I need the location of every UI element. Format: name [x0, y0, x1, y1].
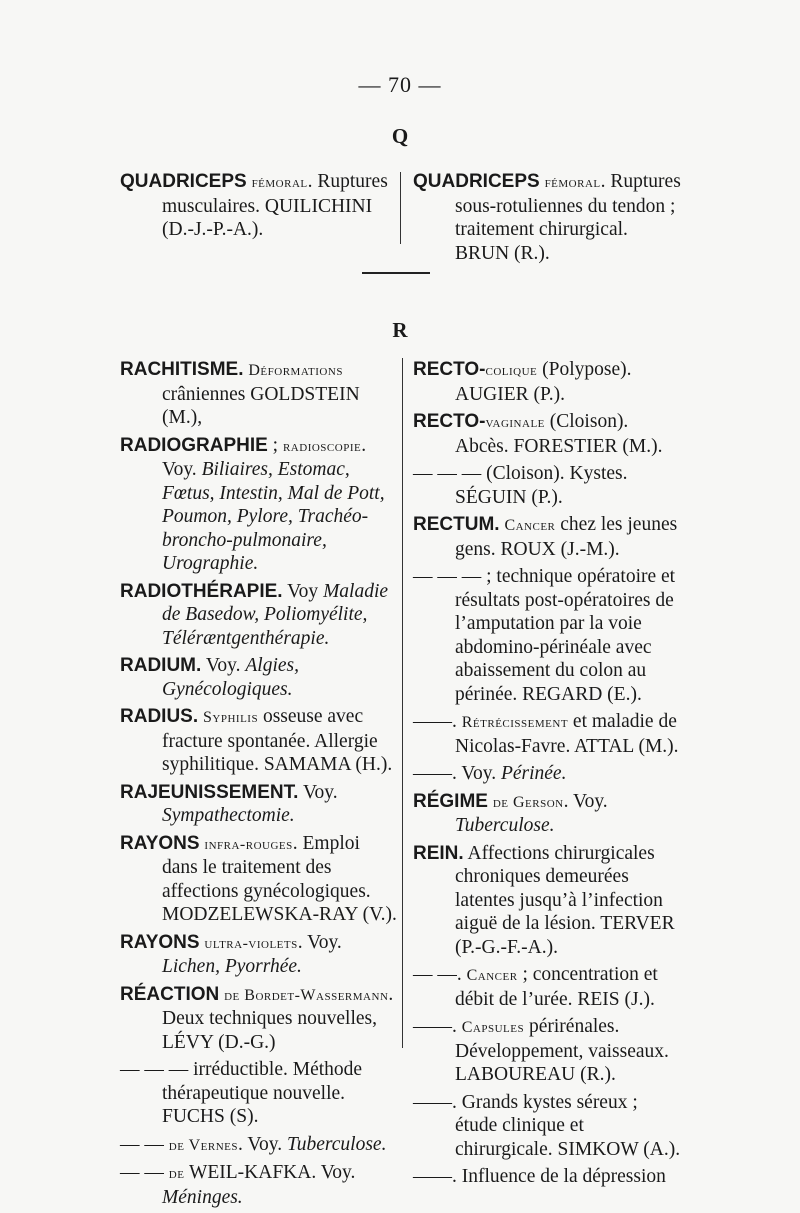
subhead: fémoral: [251, 174, 308, 191]
headword: RAYONS: [120, 931, 200, 953]
subhead: de Vernes: [168, 1136, 239, 1154]
headword: RÉGIME: [413, 790, 488, 812]
entry-text: chez les jeunes gens. ROUX (J.-M.).: [455, 514, 678, 560]
cross-reference: Algies, Gynécologiques.: [162, 655, 299, 700]
voy-label: . Voy.: [238, 1133, 283, 1155]
subhead: Cancer: [466, 967, 518, 984]
entry-radiographie: RADIOGRAPHIE ; radioscopie. Voy. Biliaires, Estomac, Fœtus, Intestin, Mal de Pott, Poumon, Pylore, Trachéo-broncho-pulmonaire, Urographie.: [120, 434, 385, 574]
entry-quadriceps-right: [413, 170, 681, 265]
entry-text: . Ruptures musculaires. QUILICHINI (D.-J.-P.-A.).: [162, 171, 388, 240]
q-right-column: [413, 170, 681, 269]
entry-text: et maladie de Nicolas-Favre. ATTAL (M.).: [455, 711, 679, 757]
headword: RADIUM.: [120, 655, 202, 676]
entry-radius: [120, 705, 398, 777]
subhead: Capsules: [461, 1019, 525, 1036]
entry-cloison-kystes: [413, 462, 683, 509]
subhead: Déformations: [248, 362, 343, 379]
dash: — — —: [413, 463, 482, 484]
voy-label: . Voy.: [297, 931, 342, 953]
entry-text: irréductible. Méthode thérapeutique nouvelle. FUCHS (S).: [162, 1059, 363, 1127]
entry-capsules: ——. Capsules périrénales. Développement, vaisseaux. LABOUREAU (R.).: [413, 1016, 669, 1085]
dash: ——: [413, 711, 452, 732]
headword: RAYONS: [120, 832, 200, 854]
entry-text: . Influence de la dépression: [452, 1166, 666, 1187]
voy-label: . Voy.: [563, 790, 608, 812]
dash: — —: [120, 1162, 164, 1183]
entry-radium: [120, 654, 398, 701]
subhead: colique: [485, 362, 538, 379]
cross-reference: Lichen, Pyorrhée.: [162, 956, 302, 977]
entry-text: ; technique opératoire et résultats post-opératoires de l’amputation par la voie abdomino-périnéale avec abaissement du colon au périnée. REGARD (E.).: [455, 566, 676, 705]
headword: RECTO-: [413, 359, 486, 380]
entry-text: WEIL-KAFKA. Voy.: [184, 1162, 356, 1183]
cross-reference: Sympathectomie.: [162, 805, 295, 826]
cross-reference: Biliaires, Estomac, Fœtus, Intestin, Mal de Pott, Poumon, Pylore, Trachéo-broncho-pulmonaire, Urographie.: [162, 459, 385, 574]
subhead: Rétrécissement: [461, 714, 569, 731]
dash: ——: [413, 1016, 452, 1037]
r-left-column: [120, 358, 398, 1213]
headword: RECTUM.: [413, 514, 500, 535]
subhead: Cancer: [504, 517, 556, 534]
subhead: de Bordet-Wassermann: [224, 986, 389, 1004]
subhead: de Gerson: [492, 793, 564, 811]
entry-text: . Emploi dans le traitement des affections gynécologiques. MODZELEWSKA-RAY (V.).: [162, 832, 397, 925]
entry-recto-vaginale: [413, 410, 683, 458]
entry-text: (Cloison). Kystes. SÉGUIN (P.).: [455, 463, 628, 508]
voy-label: Voy.: [302, 781, 338, 803]
headword: RADIOGRAPHIE: [120, 434, 268, 456]
entry-quadriceps-left: [120, 170, 395, 242]
voy-label: . Voy.: [452, 763, 497, 784]
entry-irreductible: [120, 1058, 398, 1129]
entry-weil-kafka: [120, 1161, 398, 1209]
entry-kystes: [413, 1091, 683, 1162]
entry-text: (Polypose). AUGIER (P.).: [455, 359, 632, 405]
subhead: de: [168, 1165, 185, 1182]
entry-text: ; concentration et débit de l’urée. REIS (J.).: [455, 964, 658, 1010]
entry-radiotherapie: [120, 580, 398, 651]
entry-rectum: [413, 513, 683, 561]
entry-rayons-infra-rouges: [120, 832, 398, 927]
headword: RAJEUNISSEMENT.: [120, 781, 299, 803]
entry-rayons-ultra-violets: [120, 931, 398, 979]
headword: RADIOTHÉRAPIE.: [120, 580, 283, 602]
subhead: vaginale: [485, 414, 545, 431]
entry-influence: [413, 1165, 683, 1189]
dash: — —: [120, 1133, 164, 1155]
q-left-column: [120, 170, 395, 246]
subhead: radioscopie: [282, 437, 362, 455]
entry-technique: [413, 565, 683, 706]
entry-recto-colique: [413, 358, 683, 406]
page-number: — 70 —: [358, 72, 442, 97]
dash: ——: [413, 1166, 452, 1187]
cross-reference: Tuberculose.: [286, 1133, 387, 1155]
column-divider-r: [402, 358, 403, 1048]
dash: — — —: [413, 566, 482, 587]
cross-reference: Maladie de Basedow, Poliomyélite, Téléræntgenthérapie.: [162, 580, 389, 649]
entry-rachitisme: [120, 358, 398, 430]
dash: ——: [413, 763, 452, 784]
subhead: ultra-violets: [204, 934, 298, 952]
entry-reaction: [120, 983, 398, 1055]
headword: RACHITISME.: [120, 359, 244, 380]
headword: REIN.: [413, 842, 464, 864]
cross-reference: Méninges.: [162, 1186, 243, 1208]
entry-text: . Deux techniques nouvelles, LÉVY (D.-G.): [162, 983, 394, 1053]
section-letter-r: R: [392, 318, 408, 342]
entry-text: . Ruptures sous-rotuliennes du tendon ; traitement chirurgical. BRUN (R.).: [455, 171, 681, 264]
r-right-column: [413, 358, 683, 1193]
cross-reference: Tuberculose.: [455, 815, 555, 836]
entry-perinee: [413, 762, 683, 786]
column-divider-q: [400, 172, 401, 244]
headword: QUADRICEPS: [120, 171, 247, 192]
voy-label: Voy: [287, 580, 319, 602]
section-rule: [362, 272, 430, 274]
entry-text: périrénales. Développement, vaisseaux. LABOUREAU (R.).: [455, 1016, 669, 1085]
subhead: Syphilis: [203, 709, 259, 726]
headword: QUADRICEPS: [413, 171, 540, 192]
entry-text: . Grands kystes séreux ; étude clinique et chirurgicale. SIMKOW (A.).: [452, 1091, 681, 1160]
voy-label: Voy.: [162, 459, 197, 480]
entry-retrecissement: ——. Rétrécissement et maladie de Nicolas-Favre. ATTAL (M.).: [413, 711, 679, 757]
entry-text: crâniennes GOLDSTEIN (M.),: [162, 383, 360, 428]
cross-reference: Périnée.: [500, 763, 567, 784]
entry-text: osseuse avec fracture spontanée. Allergie syphilitique. SAMAMA (H.).: [162, 706, 393, 775]
entry-regime: [413, 790, 683, 838]
dash: — —: [413, 964, 457, 985]
entry-text: (Cloison). Abcès. FORESTIER (M.).: [455, 411, 663, 457]
dash: ——: [413, 1091, 452, 1113]
headword: RADIUS.: [120, 706, 199, 727]
entry-vernes: [120, 1133, 398, 1158]
voy-label: Voy.: [205, 655, 241, 676]
entry-rein: [413, 842, 683, 960]
subhead: fémoral: [544, 174, 601, 191]
headword: RECTO-: [413, 411, 486, 432]
headword: RÉACTION: [120, 983, 220, 1005]
entry-cancer: — —. Cancer ; concentration et débit de l’urée. REIS (J.).: [413, 964, 658, 1010]
section-letter-q: Q: [391, 124, 409, 148]
subhead: infra-rouges: [204, 835, 293, 853]
dash: — — —: [120, 1059, 189, 1080]
entry-text: Affections chirurgicales chroniques demeurées latentes jusqu’à l’infection aiguë de la lésion. TERVER (P.-G.-F.-A.).: [455, 842, 675, 958]
entry-rajeunissement: [120, 781, 398, 828]
